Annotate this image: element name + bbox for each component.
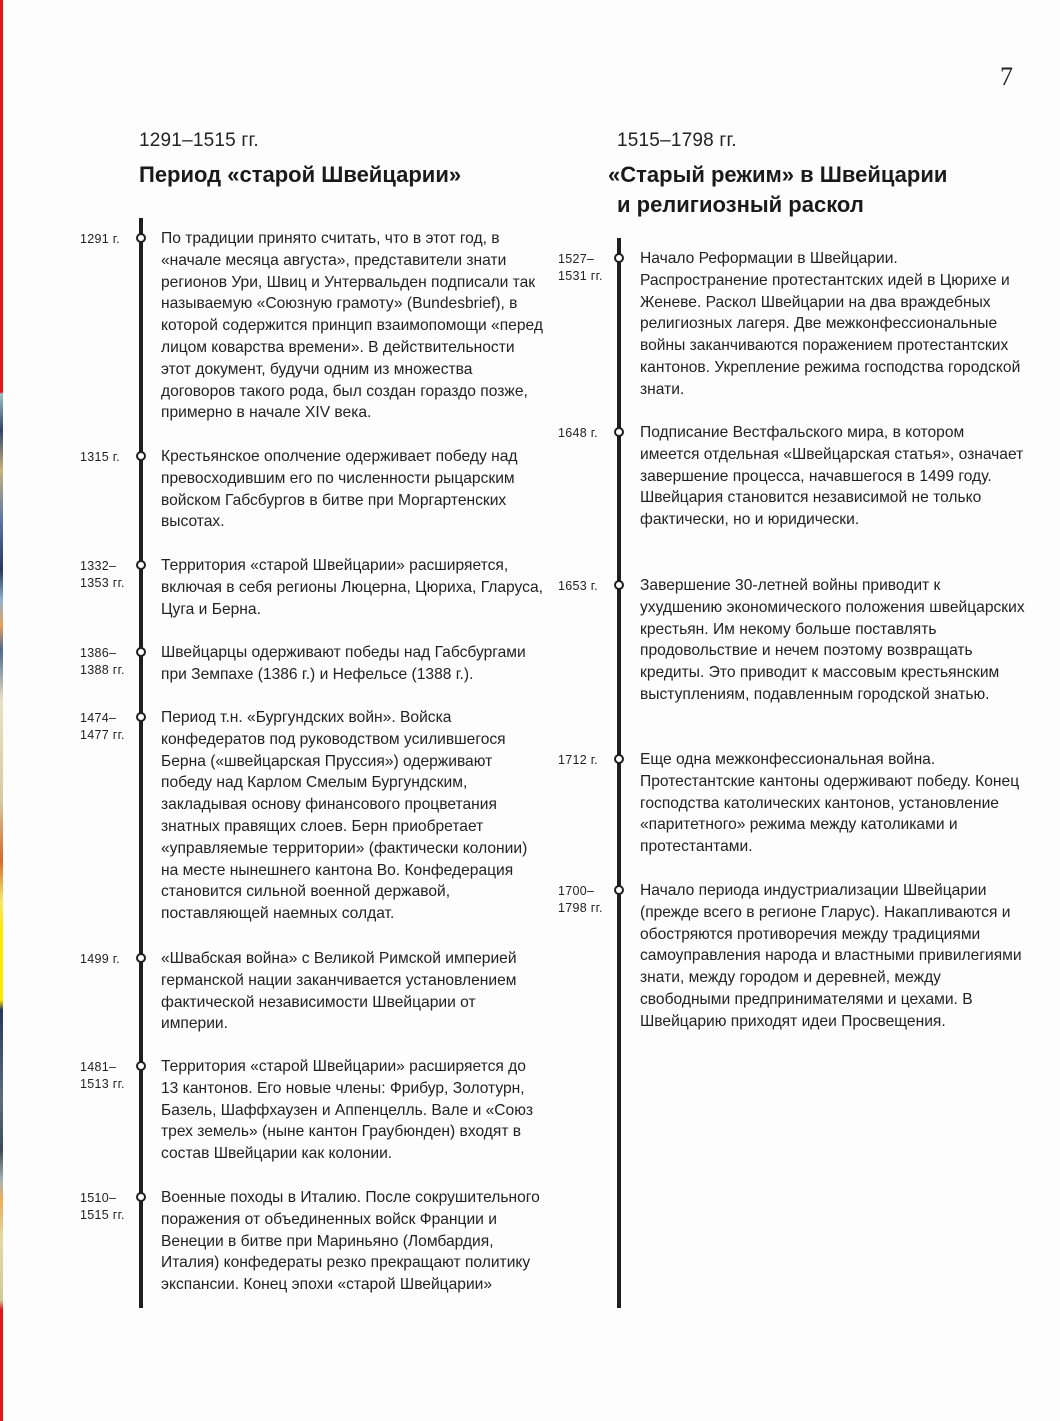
timeline-section-old-switzerland [80, 130, 550, 1294]
event-description: Крестьянское ополчение одерживает победу над превосходившим его по численности рыцарским войском Габсбургов в битве при Моргартенских высотах. [161, 448, 518, 531]
timeline [80, 218, 550, 1308]
event-description: Начало Реформации в Швейцарии. Распространение протестантских идей в Цюрихе и Женеве. Раскол Швейцарии на два враждебных религиозных лагеря. Две межконфессиональные войны заканчиваются поражением протестантских кантонов. Укрепление режима господства городской знати. [640, 250, 1021, 398]
timeline-marker-icon [136, 1061, 146, 1071]
timeline-marker-icon [136, 1192, 146, 1202]
event-date: 1386– 1388 гг. [80, 646, 125, 677]
timeline-marker-icon [136, 560, 146, 570]
event-date: 1527– 1531 гг. [558, 252, 603, 283]
period-title-line: «Старый режим» в Швейцарии [608, 162, 948, 187]
event-date: 1499 г. [80, 952, 120, 966]
timeline-axis [617, 238, 621, 1308]
timeline-marker-icon [136, 647, 146, 657]
event-date: 1315 г. [80, 450, 120, 464]
event-date: 1332– 1353 гг. [80, 559, 125, 590]
timeline-axis [139, 218, 143, 1308]
timeline-marker-icon [614, 580, 624, 590]
event-description: Территория «старой Швейцарии» расширяется до 13 кантонов. Его новые члены: Фрибур, Золотурн, Базель, Шаффхаузен и Аппенцелль. Вале и «Союз трех земель» (ныне кантон Граубюнден) входят в состав Швейцарии как колонии. [161, 1058, 534, 1163]
event-description: Еще одна межконфессиональная война. Протестантские кантоны одерживают победу. Конец господства католических кантонов, установление «паритетного» режима между католиками и протестантами. [640, 751, 1020, 856]
timeline-section-old-regime [558, 130, 1028, 1030]
timeline-marker-icon [614, 253, 624, 263]
event-date: 1700– 1798 гг. [558, 884, 603, 915]
period-title: Период «старой Швейцарии» [139, 162, 462, 187]
event-description: Завершение 30-летней войны приводит к ухудшению экономического положения швейцарских крестьян. Им некому больше поставлять продовольствие и нечем поэтому возвращать кредиты. Это приводит к массовым крестьянским выступлениям, подавленным городской знатью. [640, 577, 1025, 703]
event-description: Начало периода индустриализации Швейцарии (прежде всего в регионе Гларус). Накапливаются и обостряются противоречия между традициями самоуправления народа и властными привилегиями знати, между городом и деревней, между свободными предпринимателями и цехами. В Швейцарию приходят идеи Просвещения. [640, 882, 1022, 1030]
event-description: «Швабская война» с Великой Римской империей германской нации заканчивается установлением фактической независимости Швейцарии от империи. [161, 950, 517, 1033]
page-number: 7 [1000, 62, 1013, 91]
event-date: 1481– 1513 гг. [80, 1060, 125, 1091]
event-description: Территория «старой Швейцарии» расширяется, включая в себя регионы Люцерна, Цюриха, Гларуса, Цуга и Берна. [161, 557, 543, 618]
event-date: 1474– 1477 гг. [80, 711, 125, 742]
event-description: Подписание Вестфальского мира, в котором имеется отдельная «Швейцарская статья», означает завершение процесса, начавшегося в 1499 году. Швейцария становится независимой не только фактически, но и юридически. [640, 424, 1024, 529]
event-description: Период т.н. «Бургундских войн». Войска конфедератов под руководством усилившегося Берна («швейцарская Пруссия») одерживают победу над Карлом Смелым Бургундским, закладывая основу финансового процветания знатных правящих слоев. Берн приобретает «управляемые территории» (фактически колонии) на месте нынешнего кантона Во. Конфедерация становится сильной военной державой, поставляющей наемных солдат. [161, 709, 528, 923]
timeline-marker-icon [136, 712, 146, 722]
event-date: 1291 г. [80, 232, 120, 246]
timeline [558, 238, 1028, 1308]
timeline-marker-icon [614, 754, 624, 764]
event-description: Военные походы в Италию. После сокрушительного поражения от объединенных войск Франции и Венеции в битве при Мариньяно (Ломбардия, Италия) конфедераты резко прекращают политику экспансии. Конец эпохи «старой Швейцарии» [161, 1189, 540, 1294]
timeline-marker-icon [614, 427, 624, 437]
timeline-marker-icon [136, 953, 146, 963]
event-date: 1712 г. [558, 753, 598, 767]
event-description: Швейцарцы одерживают победы над Габсбургами при Земпахе (1386 г.) и Нефельсе (1388 г.). [161, 644, 526, 683]
period-range: 1515–1798 гг. [617, 130, 737, 151]
period-title [608, 160, 1028, 220]
event-date: 1510– 1515 гг. [80, 1191, 125, 1222]
period-range: 1291–1515 гг. [139, 130, 259, 151]
event-date: 1648 г. [558, 426, 598, 440]
timeline-marker-icon [136, 451, 146, 461]
event-description: По традиции принято считать, что в этот год, в «начале месяца августа», представители знати регионов Ури, Швиц и Унтервальден подписали так называемую «Союзную грамоту» (Bundesbrief), в которой содержится принцип взаимопомощи «перед лицом коварства времени». В действительности этот документ, будучи одним из множества договоров такого рода, был создан гораздо позже, примерно в начале XIV века. [161, 230, 543, 422]
page-edge-color-strip [0, 0, 3, 1421]
event-date: 1653 г. [558, 579, 598, 593]
timeline-marker-icon [614, 885, 624, 895]
timeline-marker-icon [136, 233, 146, 243]
period-title-line: и религиозный раскол [617, 192, 864, 217]
